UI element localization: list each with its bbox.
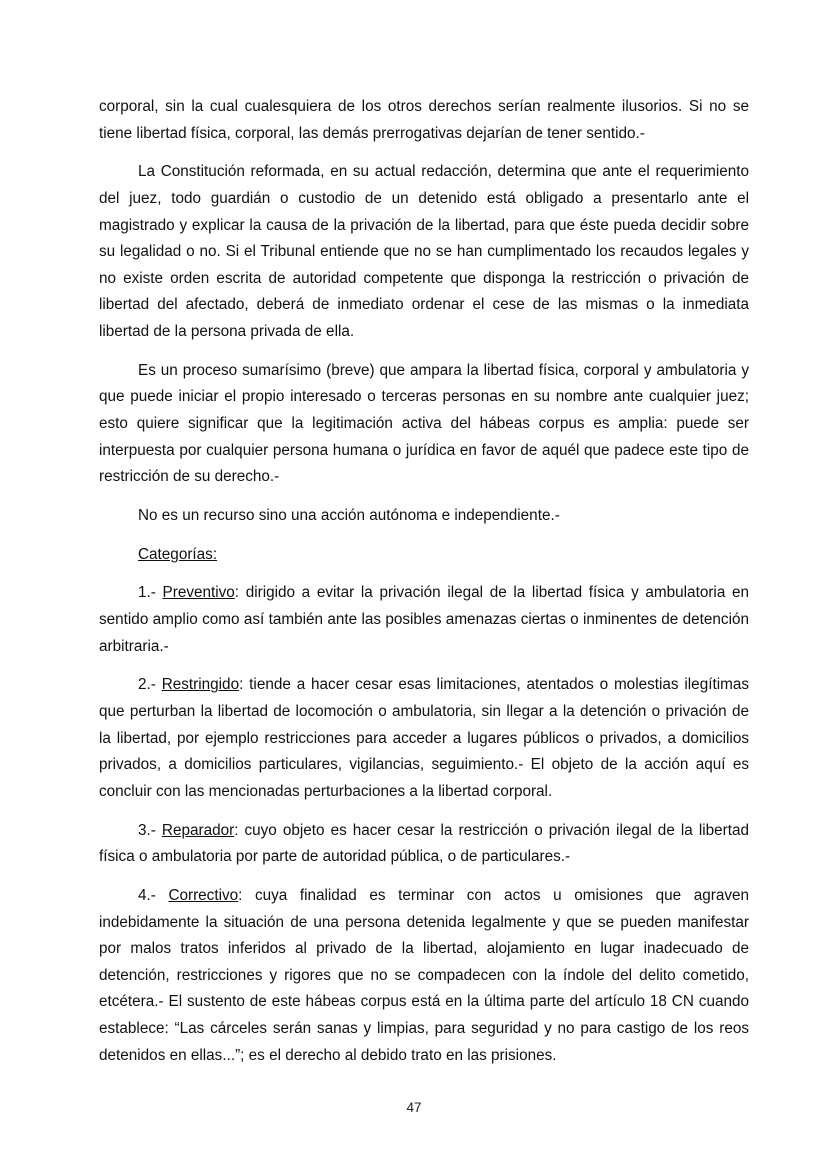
- paragraph-summary-process: Es un proceso sumarísimo (breve) que ampara la libertad física, corporal y ambulatoria y que puede iniciar el propio interesado o terceras personas en su nombre ante cualquier juez; esto quiere significar que la legitimación activa del hábeas corpus es amplia: puede ser interpuesta por cualquier persona humana o jurídica en favor de aquél que padece este tipo de restricción de su derecho.-: [99, 361, 749, 486]
- categories-heading: [99, 542, 749, 569]
- category-term: Reparador: [161, 821, 235, 839]
- category-term: Preventivo: [162, 584, 235, 602]
- page-number: 47: [406, 1100, 422, 1115]
- categories-heading-text: Categorías:: [138, 545, 218, 563]
- category-number: 1.-: [138, 584, 156, 602]
- category-number: 2.-: [138, 676, 156, 694]
- category-item-restringido: [99, 672, 749, 805]
- category-term: Correctivo: [168, 886, 239, 904]
- category-item-correctivo: [99, 883, 749, 1069]
- paragraph-constitution: La Constitución reformada, en su actual redacción, determina que ante el requerimiento del juez, todo guardián o custodio de un detenido está obligado a presentarlo ante el magistrado y explicar la causa de la privación de la libertad, para que éste pueda decidir sobre su legalidad o no. Si el Tribunal entiende que no se han cumplimentado los recaudos legales y no existe orden escrita de autoridad competente que disponga la restricción o privación de libertad del afectado, deberá de inmediato ordenar el cese de las mismas o la inmediata libertad de la persona privada de ella.: [99, 163, 749, 340]
- category-description: : tiende a hacer cesar esas limitaciones, atentados o molestias ilegítimas que perturban la libertad de locomoción o ambulatoria, sin llegar a la detención o privación de la libertad, por ejemplo restricciones para acceder a lugares públicos o privados, a domicilios privados, a domicilios particulares, vigilancias, seguimiento.- El objeto de la acción aquí es concluir con las mencionadas perturbaciones a la libertad corporal.: [99, 676, 749, 800]
- paragraph-continuation: corporal, sin la cual cualesquiera de los otros derechos serían realmente ilusorios. Si no se tiene libertad física, corporal, las demás prerrogativas dejarían de tener sentido.-: [99, 98, 749, 142]
- category-number: 3.-: [138, 821, 156, 839]
- category-number: 4.-: [138, 886, 156, 904]
- category-description: : dirigido a evitar la privación ilegal de la libertad física y ambulatoria en sentido amplio como así también ante las posibles amenazas ciertas o inminentes de detención arbitraria.-: [99, 584, 749, 655]
- category-item-preventivo: [99, 580, 749, 660]
- page-body: [99, 94, 749, 1081]
- category-term: Restringido: [161, 676, 240, 694]
- paragraph-autonomous-action: No es un recurso sino una acción autónoma e independiente.-: [138, 506, 560, 524]
- category-description: : cuyo objeto es hacer cesar la restricción o privación ilegal de la libertad física o ambulatoria por parte de autoridad pública, o de particulares.-: [99, 821, 749, 866]
- category-item-reparador: [99, 818, 749, 871]
- category-description: : cuya finalidad es terminar con actos u omisiones que agraven indebidamente la situación de una persona detenida legalmente y que se pueden manifestar por malos tratos inferidos al privado de la libertad, alojamiento en lugar inadecuado de detención, restricciones y rigores que no se compadecen con la índole del delito cometido, etcétera.- El sustento de este hábeas corpus está en la última parte del artículo 18 CN cuando establece: “Las cárceles serán sanas y limpias, para seguridad y no para castigo de los reos detenidos en ellas...”; es el derecho al debido trato en las prisiones.: [99, 886, 750, 1064]
